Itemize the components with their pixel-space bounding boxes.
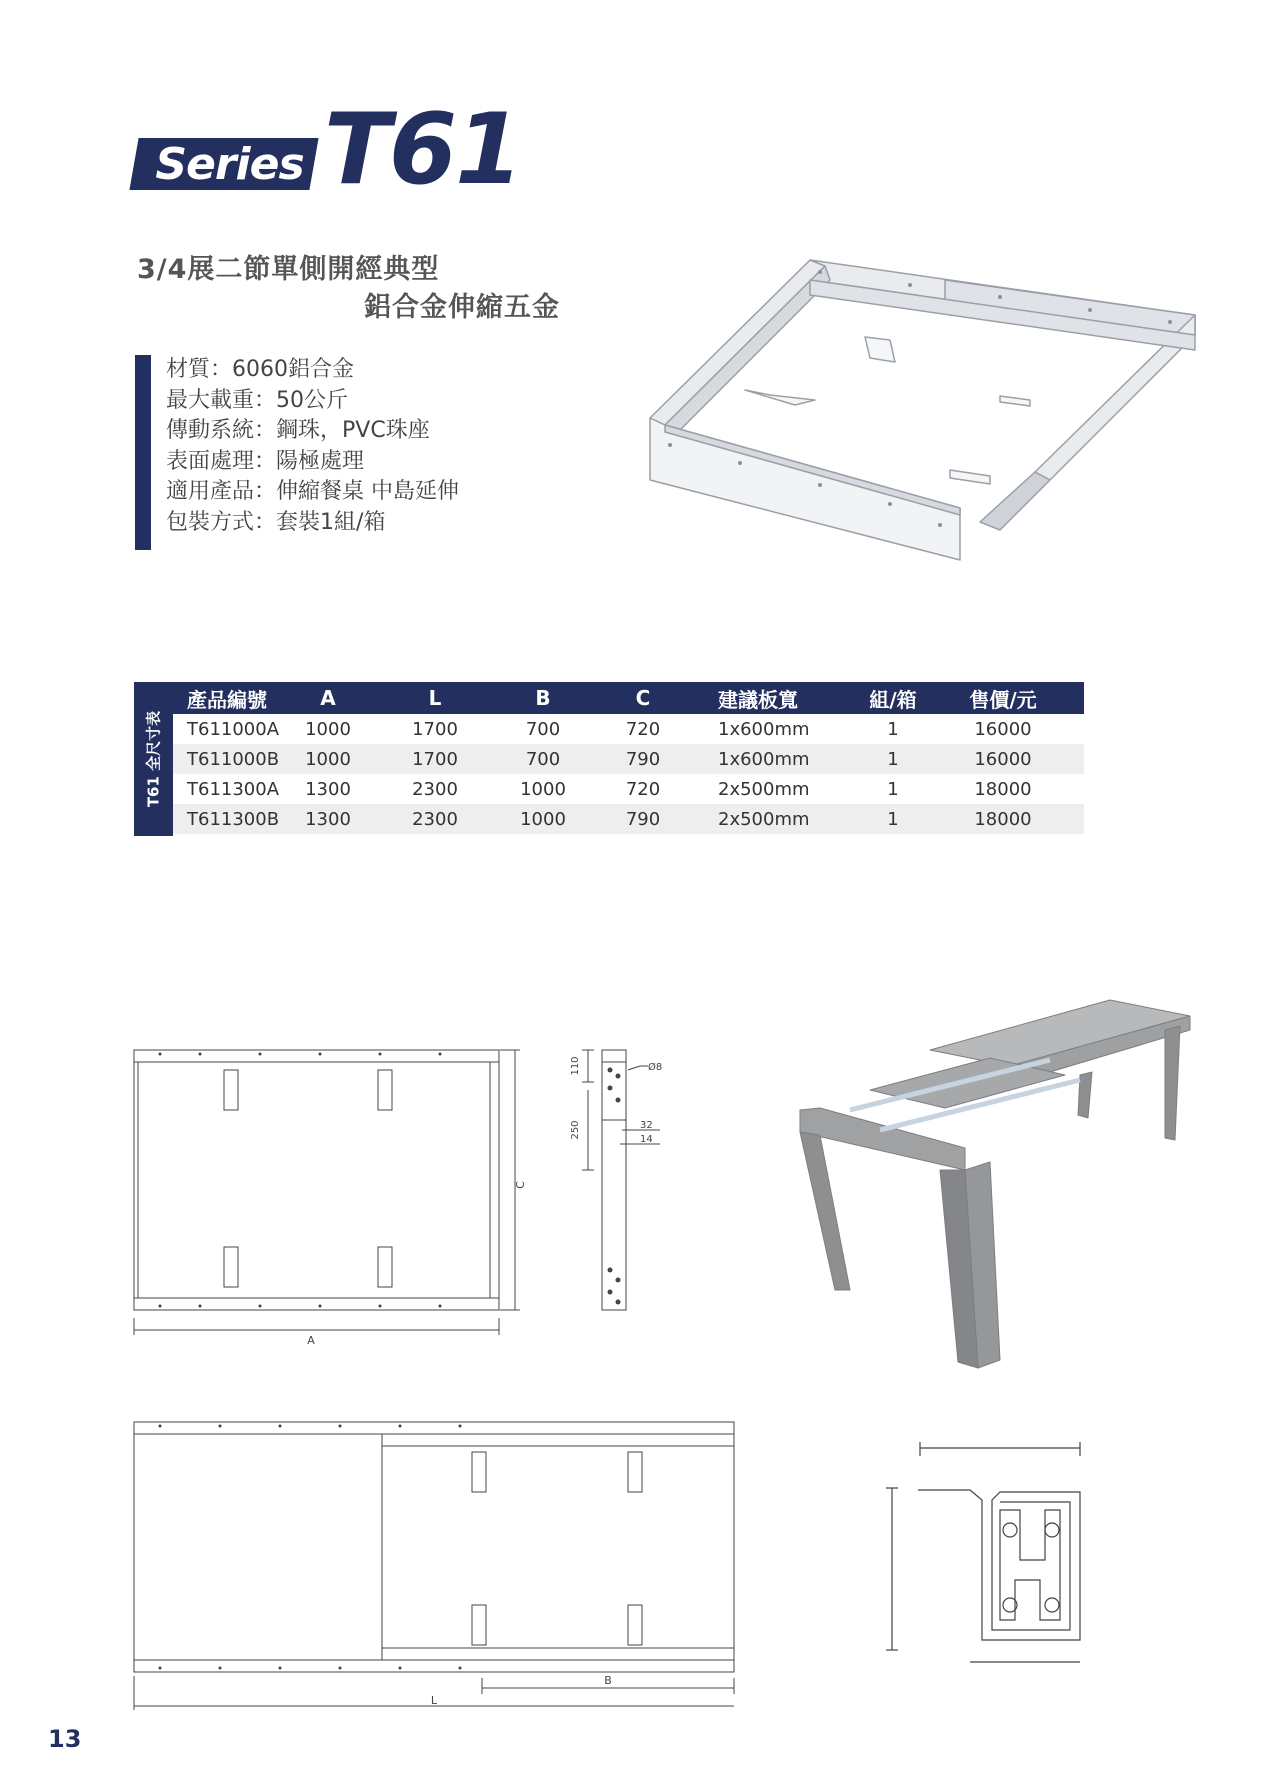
dim-label-110: 110 xyxy=(570,1056,581,1076)
table-cell: 2300 xyxy=(412,778,458,800)
table-header-cell: B xyxy=(535,686,551,710)
series-logo xyxy=(134,93,522,207)
drawing-top-view-retracted xyxy=(120,1040,540,1347)
spec-key: 材質 xyxy=(166,357,211,382)
table-header-cell: 組/箱 xyxy=(869,687,917,712)
table-cell: 2300 xyxy=(412,808,458,830)
table-cell: 1300 xyxy=(305,808,351,830)
spec-separator: ： xyxy=(210,357,233,382)
product-title-line2: 鋁合金伸縮五金 xyxy=(364,292,560,323)
table-side-label-text: T61 全尺寸表 xyxy=(144,710,163,808)
table-cell: 700 xyxy=(525,718,561,740)
table-header-cell: C xyxy=(635,686,651,710)
dim-label-c: C xyxy=(514,1181,527,1189)
spec-row-drive-system xyxy=(166,416,459,447)
spec-value: 6060鋁合金 xyxy=(232,357,355,382)
logo-series-text: Series xyxy=(155,139,304,190)
table-cell: 1000 xyxy=(305,718,351,740)
frame-product-image xyxy=(650,240,1210,590)
table-cell: 700 xyxy=(525,748,561,770)
table-header-row xyxy=(173,682,1084,714)
spec-row-max-load xyxy=(166,386,459,417)
table-cell: 720 xyxy=(625,778,661,800)
table-cell: T611000B xyxy=(187,748,280,770)
table-header-cell: 產品編號 xyxy=(187,687,267,712)
table-cell: 18000 xyxy=(974,808,1032,830)
spec-value: 鋼珠，PVC珠座 xyxy=(276,418,430,443)
spec-value: 陽極處理 xyxy=(276,448,365,474)
table-side-label xyxy=(134,682,173,836)
table-cell: 790 xyxy=(625,808,661,830)
dim-label-dia: Ø8 xyxy=(648,1062,663,1073)
table-header-cell: L xyxy=(428,686,442,710)
table-cell: 1000 xyxy=(520,778,566,800)
table-cell: 16000 xyxy=(974,748,1032,770)
drawing-rail-cross-section xyxy=(870,1440,1090,1680)
table-row xyxy=(173,714,1084,744)
dim-label-b: B xyxy=(604,1674,612,1687)
logo-model-text: T61 xyxy=(324,93,522,207)
drawing-top-view-extended xyxy=(120,1410,740,1710)
spec-key: 表面處理 xyxy=(166,448,255,474)
product-title-line1: 3/4展二節單側開經典型 xyxy=(137,254,440,285)
table-cell: 1x600mm xyxy=(718,748,810,770)
table-cell: 2x500mm xyxy=(718,808,810,830)
spec-value: 伸縮餐桌 中島延伸 xyxy=(276,479,460,504)
table-header-cell: A xyxy=(320,686,336,710)
spec-row-application xyxy=(166,477,459,508)
spec-value: 套裝1組/箱 xyxy=(276,509,386,535)
spec-separator: ： xyxy=(254,509,277,535)
spec-row-material xyxy=(166,355,459,386)
table-cell: 1300 xyxy=(305,778,351,800)
table-cell: 1 xyxy=(887,748,899,770)
table-cell: 1 xyxy=(887,808,899,830)
drawing-side-profile xyxy=(560,1040,690,1330)
spec-accent-bar xyxy=(135,355,151,550)
spec-separator: ： xyxy=(254,448,277,474)
extended-table-photo xyxy=(780,990,1200,1410)
page-number: 13 xyxy=(48,1725,82,1753)
table-cell: 720 xyxy=(625,718,661,740)
spec-separator: ： xyxy=(254,479,277,504)
spec-value: 50公斤 xyxy=(276,387,349,413)
table-header-cell: 售價/元 xyxy=(969,687,1037,712)
table-row xyxy=(173,774,1084,804)
table-cell: 1000 xyxy=(305,748,351,770)
spec-row-packaging xyxy=(166,508,459,539)
table-cell: 1 xyxy=(887,778,899,800)
table-cell: T611300A xyxy=(187,778,280,800)
table-cell: 1000 xyxy=(520,808,566,830)
table-cell: 1700 xyxy=(412,718,458,740)
dim-label-a: A xyxy=(307,1334,315,1347)
spec-separator: ： xyxy=(254,387,277,413)
table-cell: 790 xyxy=(625,748,661,770)
spec-key: 傳動系統 xyxy=(166,418,255,443)
table-header-cell: 建議板寬 xyxy=(718,687,798,712)
table-cell: 2x500mm xyxy=(718,778,810,800)
spec-row-surface xyxy=(166,447,459,478)
dim-label-250: 250 xyxy=(570,1120,581,1140)
spec-key: 包裝方式 xyxy=(166,509,255,535)
table-cell: T611000A xyxy=(187,718,280,740)
spec-key: 適用產品 xyxy=(166,479,255,504)
table-cell: T611300B xyxy=(187,808,280,830)
spec-key: 最大載重 xyxy=(166,387,255,413)
dim-label-l: L xyxy=(430,1694,438,1707)
spec-list xyxy=(166,355,459,538)
dim-label-32: 32 xyxy=(640,1120,653,1131)
dim-label-14: 14 xyxy=(640,1134,653,1145)
table-row xyxy=(173,804,1084,834)
table-cell: 18000 xyxy=(974,778,1032,800)
table-cell: 1x600mm xyxy=(718,718,810,740)
table-row xyxy=(173,744,1084,774)
table-cell: 16000 xyxy=(974,718,1032,740)
table-cell: 1700 xyxy=(412,748,458,770)
table-cell: 1 xyxy=(887,718,899,740)
spec-separator: ： xyxy=(254,418,277,443)
